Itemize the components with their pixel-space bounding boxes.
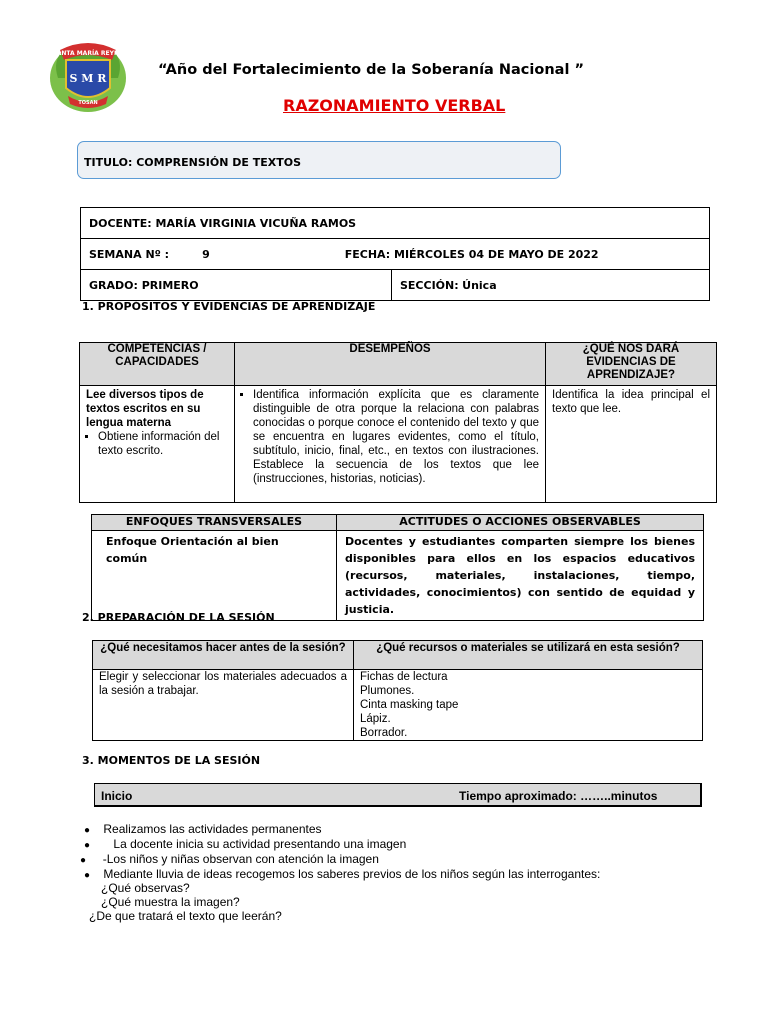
col-actitudes: ACTITUDES O ACCIONES OBSERVABLES: [337, 515, 704, 531]
col-enfoques: ENFOQUES TRANSVERSALES: [92, 515, 337, 531]
section-label: SECCIÓN:: [400, 278, 459, 292]
week-label: SEMANA Nº :: [89, 247, 170, 261]
section1-heading: 1. PROPÓSITOS Y EVIDENCIAS DE APRENDIZAJE: [82, 300, 376, 313]
section2-heading: 2. PREPARACIÓN DE LA SESIÓN: [82, 611, 275, 624]
actitud-cell: [337, 531, 704, 621]
capacidad-item: ▪ Obtiene información del texto escrito.: [98, 430, 228, 458]
material-item: Cinta masking tape: [360, 699, 459, 711]
teacher-name: DOCENTE: MARÍA VIRGINIA VICUÑA RAMOS: [89, 216, 357, 230]
school-logo: [46, 38, 130, 114]
enfoque-text: Enfoque Orientación al bien común: [106, 535, 279, 565]
col-evidencias: ¿QUÉ NOS DARÁ EVIDENCIAS DE APRENDIZAJE?: [546, 343, 717, 386]
question-item: ¿Qué observas?: [101, 881, 190, 895]
col-antes: ¿Qué necesitamos hacer antes de la sesión?: [93, 641, 354, 670]
teacher-cell: [81, 208, 710, 239]
tiempo-label: Tiempo aproximado: ……..minutos: [459, 789, 658, 803]
week-date-cell: [81, 239, 710, 270]
purposes-table: [79, 342, 717, 503]
grade-value: GRADO: PRIMERO: [89, 278, 199, 292]
logo-banner-text: TOSAN: [78, 100, 98, 106]
col-desempenos: DESEMPEÑOS: [235, 343, 546, 386]
week-number: 9: [202, 247, 210, 261]
competencia-cell: [80, 386, 235, 503]
competencia-text: Lee diversos tipos de textos escritos en su lengua materna: [86, 389, 204, 429]
session-info-table: [80, 207, 710, 301]
section3-heading: 3. MOMENTOS DE LA SESIÓN: [82, 754, 261, 767]
evidencia-cell: Identifica la idea principal el texto que lee.: [546, 386, 717, 503]
question-item: ¿De que tratará el texto que leerán?: [89, 909, 282, 923]
grade-cell: [81, 270, 392, 301]
desempeno-item: ▪ Identifica información explícita que es claramente distinguible de otra porque la relaciona con palabras conocidas o porque conoce el contenido del texto y que se encuentra en lugares evidentes, como el título, subtítulo, inicio, final, etc., en textos con ilustraciones. Establece la secuencia de los textos que lee (instrucciones, historias, noticias).: [253, 388, 539, 486]
enfoques-table: [91, 514, 704, 621]
desempeno-cell: [235, 386, 546, 503]
bullet-item: ● Mediante lluvia de ideas recogemos los saberes previos de los niños según las interrogantes:: [84, 867, 601, 881]
bullet-item: ● Realizamos las actividades permanentes: [84, 822, 322, 836]
actitud-text: Docentes y estudiantes comparten siempre los bienes disponibles para ellos en los espacios educativos (recursos, materiales, instalaciones, tiempo, actividades, conocimientos) con sentido de equidad y justicia.: [345, 535, 695, 616]
bullet-item: ● -Los niños y niñas observan con atención la imagen: [80, 852, 379, 866]
logo-letters: S M R: [69, 72, 107, 85]
preparation-table: [92, 640, 703, 741]
material-item: Fichas de lectura: [360, 671, 448, 683]
question-item: ¿Qué muestra la imagen?: [101, 895, 240, 909]
bullet-item: ● La docente inicia su actividad presentando una imagen: [84, 837, 407, 851]
inicio-bar: [94, 783, 702, 807]
col-recursos: ¿Qué recursos o materiales se utilizará en esta sesión?: [354, 641, 703, 670]
national-motto: “Año del Fortalecimiento de la Soberanía Nacional ”: [158, 62, 584, 78]
material-item: Plumones.: [360, 685, 415, 697]
section-value: Única: [462, 278, 497, 292]
enfoque-cell: [92, 531, 337, 621]
session-title: TITULO: COMPRENSIÓN DE TEXTOS: [84, 156, 302, 169]
inicio-label: Inicio: [101, 789, 133, 803]
material-item: Borrador.: [360, 727, 408, 739]
session-date: FECHA: MIÉRCOLES 04 DE MAYO DE 2022: [344, 247, 599, 261]
session-title-box: [77, 141, 561, 179]
section-cell: [392, 270, 710, 301]
material-item: Lápiz.: [360, 713, 391, 725]
subject-title: RAZONAMIENTO VERBAL: [283, 96, 506, 115]
antes-cell: Elegir y seleccionar los materiales adecuados a la sesión a trabajar.: [93, 670, 354, 741]
materiales-cell: [354, 670, 703, 741]
logo-arc-text: SANTA MARÍA REYNA: [52, 50, 124, 57]
col-competencias: COMPETENCIAS / CAPACIDADES: [80, 343, 235, 386]
